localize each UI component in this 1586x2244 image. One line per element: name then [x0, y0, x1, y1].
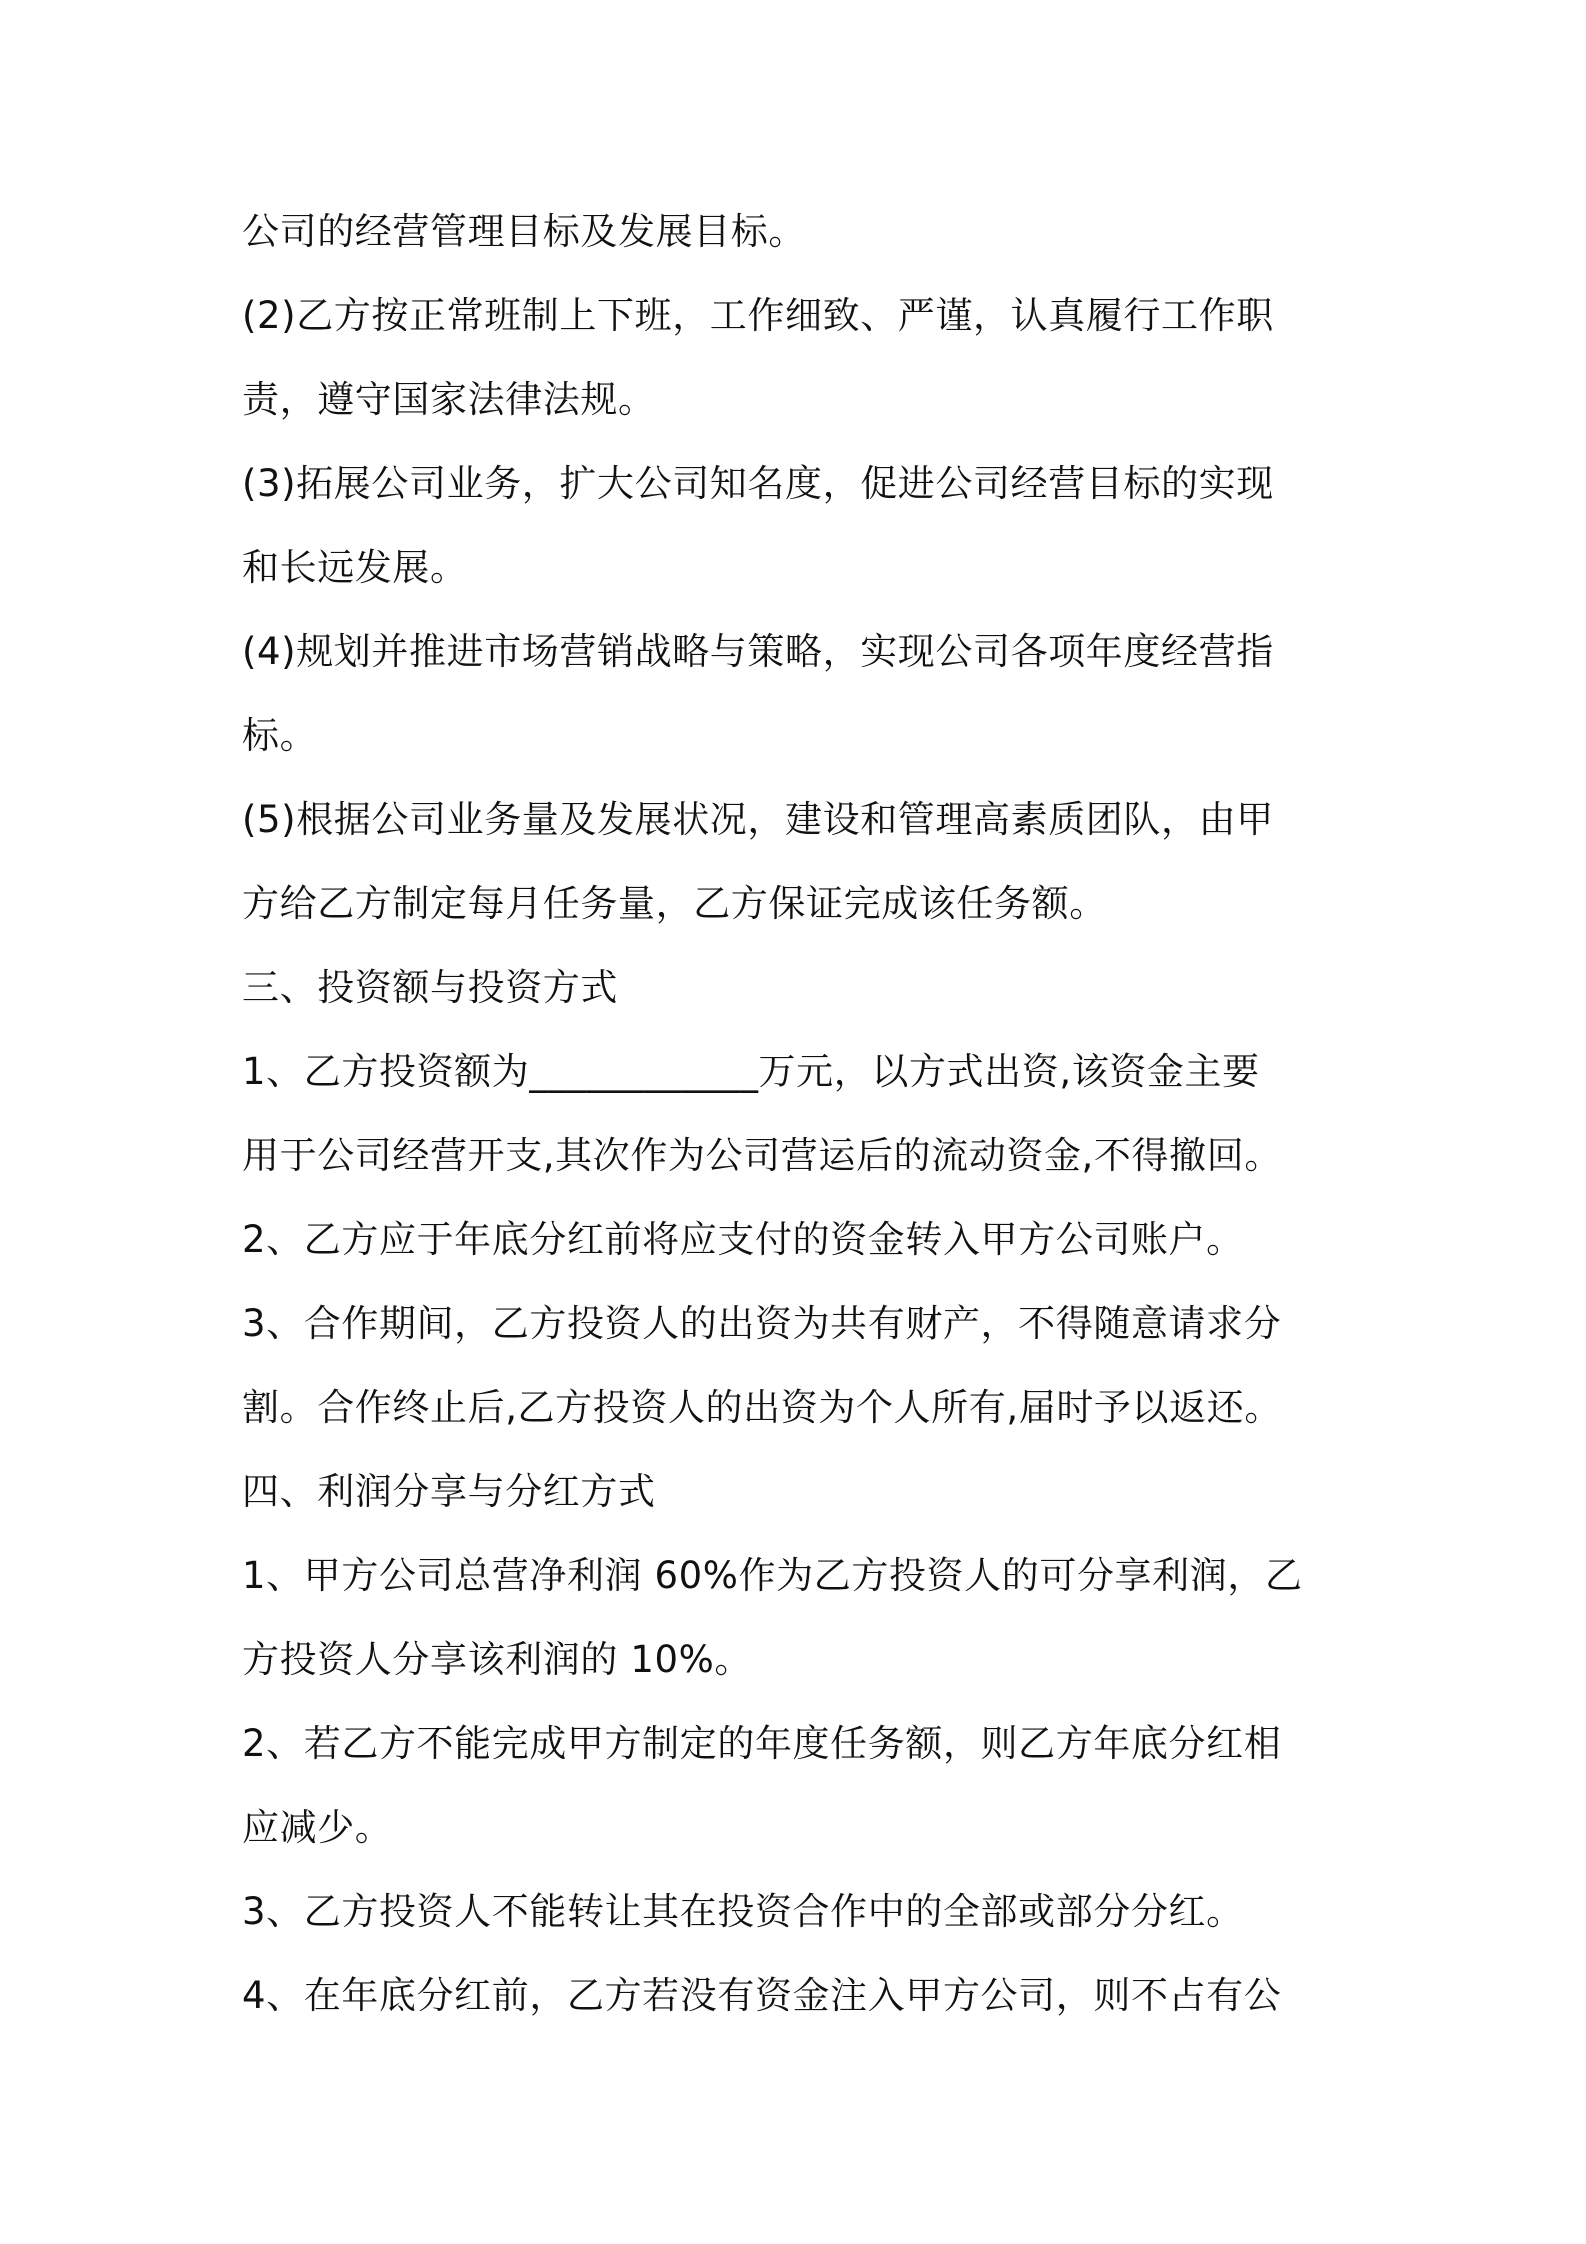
text-line: 1、乙方投资额为____________万元，以方式出资,该资金主要	[242, 1050, 1260, 1093]
text-line: 方给乙方制定每月任务量，乙方保证完成该任务额。	[242, 882, 1107, 925]
text-line: 割。合作终止后,乙方投资人的出资为个人所有,届时予以返还。	[242, 1386, 1282, 1429]
section-heading-profit: 四、利润分享与分红方式	[242, 1470, 656, 1513]
text-line: 应减少。	[242, 1806, 393, 1849]
text-line: 4、在年底分红前，乙方若没有资金注入甲方公司，则不占有公	[242, 1974, 1282, 2017]
text-line: 标。	[242, 714, 318, 757]
text-line: (4)规划并推进市场营销战略与策略，实现公司各项年度经营指	[242, 630, 1274, 673]
text-line: 用于公司经营开支,其次作为公司营运后的流动资金,不得撤回。	[242, 1134, 1282, 1177]
text-line: 2、乙方应于年底分红前将应支付的资金转入甲方公司账户。	[242, 1218, 1244, 1261]
text-line: 责，遵守国家法律法规。	[242, 378, 656, 421]
text-line: 3、乙方投资人不能转让其在投资合作中的全部或部分分红。	[242, 1890, 1244, 1933]
text-line: 和长远发展。	[242, 546, 468, 589]
text-line: (3)拓展公司业务，扩大公司知名度，促进公司经营目标的实现	[242, 462, 1274, 505]
text-line: 1、甲方公司总营净利润 60%作为乙方投资人的可分享利润，乙	[242, 1554, 1303, 1597]
text-line: 方投资人分享该利润的 10%。	[242, 1638, 752, 1681]
text-line: 2、若乙方不能完成甲方制定的年度任务额，则乙方年底分红相	[242, 1722, 1282, 1765]
document-body	[242, 190, 1362, 2038]
section-heading-investment: 三、投资额与投资方式	[242, 966, 618, 1009]
text-line: 公司的经营管理目标及发展目标。	[242, 210, 806, 253]
text-line: (5)根据公司业务量及发展状况，建设和管理高素质团队，由甲	[242, 798, 1274, 841]
text-line: 3、合作期间，乙方投资人的出资为共有财产，不得随意请求分	[242, 1302, 1282, 1345]
text-line: (2)乙方按正常班制上下班，工作细致、严谨，认真履行工作职	[242, 294, 1274, 337]
